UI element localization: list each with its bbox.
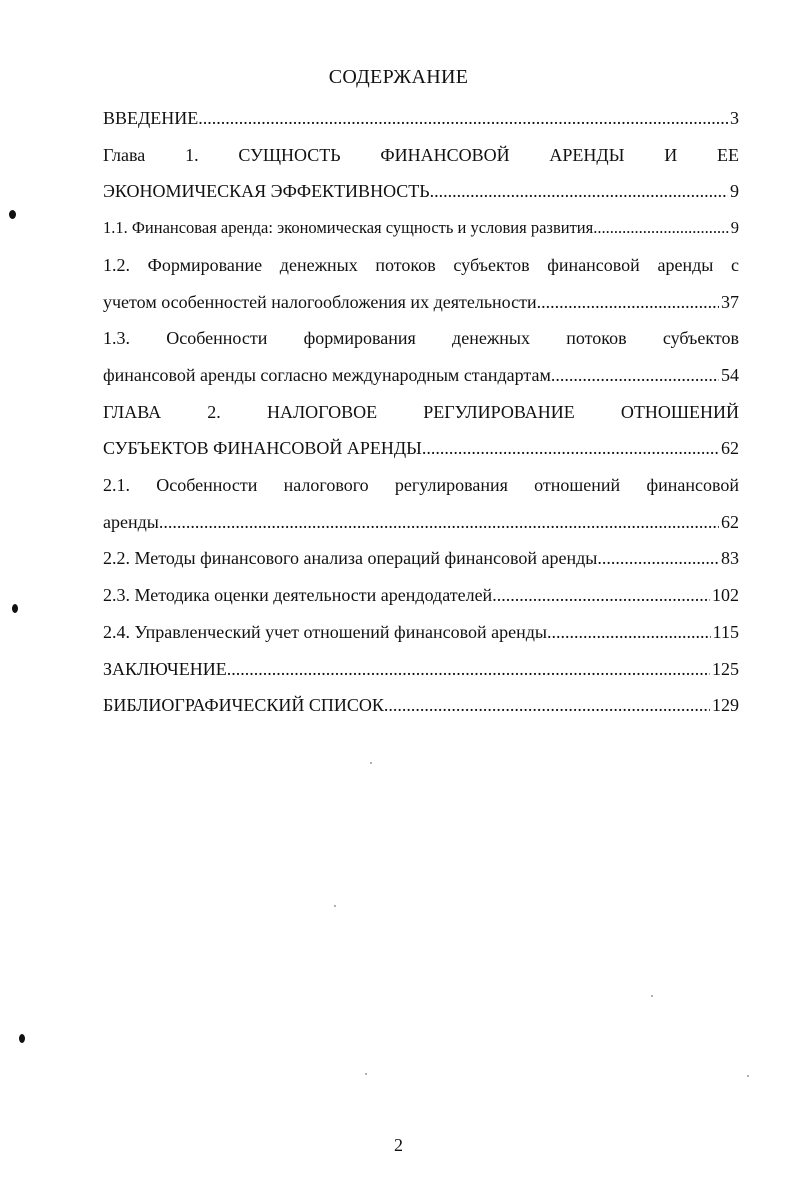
toc-entry-title-line-2: аренды <box>103 511 159 532</box>
leader-dots <box>198 100 728 137</box>
toc-entry-title-line-2: СУБЪЕКТОВ ФИНАНСОВОЙ АРЕНДЫ <box>103 438 422 459</box>
toc-entry-title-line-1: 2.1. Особенности налогового регулирования отношений финансовой <box>103 475 739 496</box>
toc-entry-page: 62 <box>721 438 739 459</box>
toc-entry-section-2-3 <box>103 577 739 614</box>
toc-entry-bibliography <box>103 687 739 724</box>
toc-entry-section-2-4 <box>103 614 739 651</box>
toc-entry-page: 62 <box>721 511 739 532</box>
toc-entry-conclusion <box>103 651 739 688</box>
toc-entry-chapter-2 <box>103 394 739 467</box>
toc-entry-page: 129 <box>712 695 739 716</box>
toc-entry-chapter-1 <box>103 137 739 210</box>
leader-dots <box>227 651 710 688</box>
toc-entry-section-1-3 <box>103 320 739 393</box>
toc-entry-title: ВВЕДЕНИЕ <box>103 108 199 128</box>
toc-entry-page: 102 <box>712 585 739 606</box>
toc-entry-title: 2.2. Методы финансового анализа операций финансовой аренды <box>103 548 598 569</box>
toc-entry-title-line-2: ЭКОНОМИЧЕСКАЯ ЭФФЕКТИВНОСТЬ <box>103 181 430 202</box>
toc-entry-introduction <box>103 100 739 137</box>
toc-entry-section-2-1 <box>103 467 739 540</box>
toc-entry-section-1-2 <box>103 247 739 320</box>
leader-dots <box>492 577 710 614</box>
page-number: 2 <box>394 1135 403 1155</box>
toc-title: СОДЕРЖАНИЕ <box>328 66 469 88</box>
scan-dust <box>334 905 336 907</box>
toc-entry-title-line-2: финансовой аренды согласно международным стандартам <box>103 364 551 385</box>
leader-dots <box>547 614 711 651</box>
toc-entry-page: 9 <box>730 218 739 238</box>
scan-dust <box>370 762 372 764</box>
toc-entry-page: 37 <box>721 291 739 312</box>
scan-dust <box>651 995 653 997</box>
toc-entry-section-2-2 <box>103 540 739 577</box>
toc-entry-page: 54 <box>721 364 739 385</box>
toc-entry-title-line-1: Глава 1. СУЩНОСТЬ ФИНАНСОВОЙ АРЕНДЫ И ЕЕ <box>103 144 739 165</box>
toc-entry-title: БИБЛИОГРАФИЧЕСКИЙ СПИСОК <box>103 695 384 716</box>
toc-entry-title: 2.4. Управленческий учет отношений финансовой аренды <box>103 621 547 642</box>
scan-speck <box>12 604 18 613</box>
leader-dots <box>159 504 719 541</box>
toc-entry-page: 3 <box>730 108 739 128</box>
toc-entry-page: 115 <box>712 621 739 642</box>
table-of-contents <box>103 100 739 724</box>
toc-entry-title-line-1: 1.3. Особенности формирования денежных потоков субъектов <box>103 328 739 349</box>
toc-entry-page: 9 <box>730 181 739 202</box>
toc-entry-section-1-1 <box>103 210 739 247</box>
leader-dots <box>430 173 728 210</box>
leader-dots <box>597 540 719 577</box>
leader-dots <box>551 357 719 394</box>
toc-entry-title: ЗАКЛЮЧЕНИЕ <box>103 658 227 679</box>
leader-dots <box>537 284 719 321</box>
toc-entry-title-line-2: учетом особенностей налогообложения их деятельности <box>103 291 537 312</box>
toc-entry-title-line-1: ГЛАВА 2. НАЛОГОВОЕ РЕГУЛИРОВАНИЕ ОТНОШЕНИЙ <box>103 401 739 422</box>
toc-entry-title-line-1: 1.2. Формирование денежных потоков субъектов финансовой аренды с <box>103 254 739 275</box>
toc-entry-title: 2.3. Методика оценки деятельности арендодателей <box>103 585 493 606</box>
leader-dots <box>384 687 710 724</box>
scan-dust <box>365 1073 367 1075</box>
toc-entry-page: 83 <box>721 548 739 569</box>
scan-dust <box>747 1075 749 1077</box>
toc-entry-title: 1.1. Финансовая аренда: экономическая сущность и условия развития <box>103 218 594 238</box>
toc-entry-page: 125 <box>712 658 739 679</box>
scan-speck <box>19 1034 25 1043</box>
leader-dots <box>422 430 719 467</box>
leader-dots <box>593 210 729 247</box>
scan-speck <box>9 210 16 219</box>
